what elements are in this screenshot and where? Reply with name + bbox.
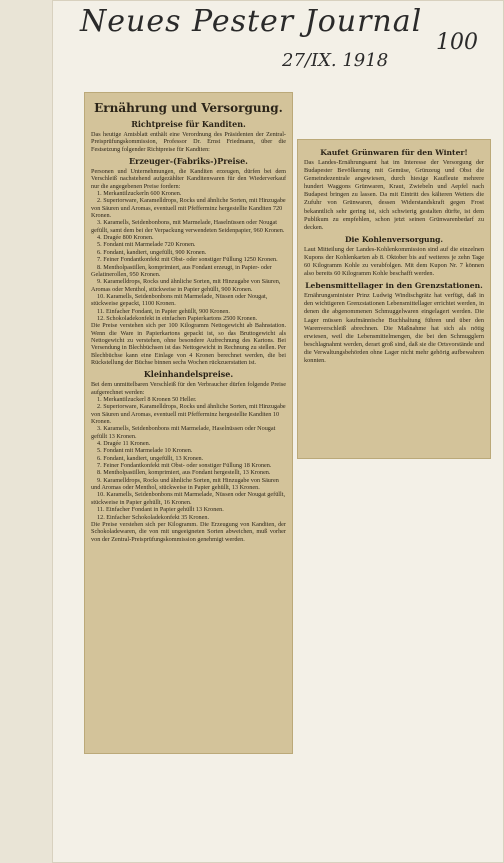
price-item: 6. Fondant, kandiert, ungefüllt, 13 Kronen. xyxy=(97,454,204,462)
section-intro: Bei dem unmittelbaren Verschleiß für den Verbraucher dürfen folgende Preise aufgerechnet werden: xyxy=(91,381,286,396)
price-item: 8. Mentholpastillen, komprimiert, aus Fondant erzeugt, in Papier- oder Gelatinerollen, 950 Kronen. xyxy=(91,263,272,278)
clipping-subhead: Richtpreise für Kanditen. xyxy=(131,119,246,129)
price-item: 12. Schokoladekonfekt in einfachen Papierkartons 2500 Kronen. xyxy=(97,314,258,322)
section-note: Die Preise verstehen sich per 100 Kilogramm Nettogewicht ab Bahnstation. Wenn die Ware in Papierkartons gepackt ist, so das Bruttogewicht als Nettogewicht zu verstehen, ohne besondere Aufrechnung des Kartons. Bei Versendung in Blechbüchsen ist das Nettogewicht in Rechnung zu stellen. Per Blechbüchse kann eine Einlage von 4 Kronen berechnet werden, die bei Rückstellung der Büchse binnen sechs Wochen rückzuerstatten ist. xyxy=(91,322,286,366)
price-item: 12. Einfacher Schokoladekonfekt 35 Kronen. xyxy=(97,513,210,521)
article-subhead: Lebensmittellager in den Grenzstationen. xyxy=(305,281,483,291)
price-item: 10. Karamells, Seidenbonbons mit Marmelade, Nüssen oder Nougat gefüllt, stückweise in Papier gehüllt, 16 Kronen. xyxy=(91,491,285,506)
price-item: 3. Karamells, Seidenbonbons mit Marmelade, Haselnüssen oder Nougat gefüllt 13 Kronen. xyxy=(91,425,276,440)
price-item: 10. Karamells, Seidenbonbons mit Marmelade, Nüssen oder Nougat, stückweise gepackt, 1100 Kronen. xyxy=(91,292,268,308)
section-title-retail-prices: Kleinhandelspreise. xyxy=(143,369,234,380)
section-note: Die Preise verstehen sich per Kilogramm. Die Erzeugung von Kanditen, der Schokoladewaren, die von mit ungeeigneten Sorten abweichen, muß vorher von der Zentral-Preisprüfungskommission genehmigt werden. xyxy=(91,520,286,543)
price-item: 9. Karamelldrops, Rocks und ähnliche Sorten, mit Hinzugabe von Säuren, Aromas oder Menthol, stückweise in Papier gehüllt, 900 Kronen. xyxy=(91,278,281,293)
article-paragraph: Ernährungsminister Prinz Ludwig Windischgrätz hat verfügt, daß in den wichtigeren Grenzstationen Lebensmittellager errichtet werden, in denen die abgenommenen Schmuggelwaren eingelagert werden. Die Lager müssen kaufmännische Buchhaltung führen und über den Warenverschleiß abrechnen. Die Maßnahme hat sich als nötig erwiesen, weil die Lebensmittelmengen, die bei den Schmugglern beschlagnahmt werden, derart groß sind, daß sie die Ortsvorstände und die Verwaltungsbehörden ohne Lager nicht mehr gehörig aufbewahren konnten. xyxy=(304,292,484,364)
price-item: 7. Feiner Fondantkonfekt mit Obst- oder sonstiger Füllung 1250 Kronen. xyxy=(97,256,278,264)
article-subhead: Die Kohlenversorgung. xyxy=(344,234,444,244)
left-newspaper-clipping xyxy=(85,93,292,753)
clipping-headline: Ernährung und Versorgung. xyxy=(94,101,283,115)
price-item: 9. Karamelldrops, Rocks und ähnliche Sorten, mit Hinzugabe von Säuren und Aromas oder Menthol, stückweise in Papier gehüllt, 13 Kronen. xyxy=(91,476,279,492)
price-item: 5. Fondant mit Marmelade 720 Kronen. xyxy=(97,241,196,249)
price-item: 2. Superiorware, Karamelldrops, Rocks und ähnliche Sorten, mit Hinzugabe von Säuren und Aromas, eventuell mit Pfefferminz hergestellte Kanditen 10 Kronen. xyxy=(91,403,286,426)
price-item: 7. Feiner Fondantkonfekt mit Obst- oder sonstiger Füllung 18 Kronen. xyxy=(97,462,272,470)
handwritten-source-title: Neues Pester Journal xyxy=(80,4,423,39)
handwritten-page-number: 100 xyxy=(436,30,478,55)
price-item: 5. Fondant mit Marmelade 10 Kronen. xyxy=(97,447,193,455)
price-item: 1. Merkantilzuckerln 600 Kronen. xyxy=(97,190,182,198)
producer-price-list xyxy=(91,190,286,322)
price-item: 6. Fondant, kandiert, ungefüllt, 900 Kronen. xyxy=(97,248,207,256)
article-paragraph: Das Landes-Ernährungsamt hat im Interesse der Versorgung der Budapester Bevölkerung mit Gemüse, Grünzeug und Obst die Gemeindezentrale angewiesen, durch hiesige Kaufleute mehrere hundert Waggons Grünwaren, Kraut, Zwiebeln und Aepfel nach Budapest bringen zu lassen. Da mit Eintritt des kälteren Wetters die Zufuhr von Grünwaren, dessen Widerstandskraft gegen Frost bekanntlich sehr gering ist, sich schwierig gestalten dürfte, ist dem Publikum zu empfehlen, schon jetzt seinen Grünwarenbedarf zu decken. xyxy=(304,159,484,231)
price-item: 11. Einfacher Fondant, in Papier gehüllt, 900 Kronen. xyxy=(97,307,230,315)
retail-price-list xyxy=(91,396,286,521)
clipping-headline: Kaufet Grünwaren für den Winter! xyxy=(320,148,468,157)
intro-paragraph: Das heutige Amtsblatt enthält eine Verordnung des Präsidenten der Zentral-Preisprüfungskommission, Professor Dr. Ernst Friedmann, über die Festsetzung folgender Richtpreise für Kanditen: xyxy=(91,131,286,153)
price-item: 2. Superiorware, Karamelldrops, Rocks und ähnliche Sorten, mit Hinzugabe von Säuren und Aromas, eventuell mit Pfefferminz hergestellte Kanditen 720 Kronen. xyxy=(91,197,286,220)
price-item: 8. Mentholpastillen, komprimiert, aus Fondant hergestellt, 13 Kronen. xyxy=(97,469,271,477)
price-item: 4. Dragée 800 Kronen. xyxy=(97,234,154,242)
price-item: 11. Einfacher Fondant in Papier gehüllt 13 Kronen. xyxy=(97,506,224,514)
price-item: 3. Karamells, Seidenbonbons, mit Marmelade, Haselnüssen oder Nougat gefüllt, samt dem bei der Verpackung verwendeten Seidenpapier, 960 Kronen. xyxy=(91,219,285,234)
price-item: 1. Merkantilzuckerl 8 Kronen 50 Heller. xyxy=(97,396,197,403)
right-newspaper-clipping xyxy=(298,140,490,458)
price-item: 4. Dragée 11 Kronen. xyxy=(97,440,151,448)
article-paragraph: Laut Mitteilung der Landes-Kohlenkommission sind auf die einzelnen Kupons der Kohlenkarten ab 8. Oktober bis auf weiteres je zehn Tage 60 Kilogramm Kohle zu verabfolgen. Mit dem Kupon Nr. 7 können also bereits 60 Kilogramm Kohle beschafft werden. xyxy=(304,245,484,278)
section-title-producer-prices: Erzeuger-(Fabriks-)Preise. xyxy=(129,156,248,167)
section-intro: Personen und Unternehmungen, die Kanditen erzeugen, dürfen bei dem Verschleiß nachstehend aufgezählter Kanditenwaren für den Wiederverkauf nur die angegebenen Preise fordern: xyxy=(91,168,286,190)
handwritten-date: 27/IX. 1918 xyxy=(282,50,389,71)
